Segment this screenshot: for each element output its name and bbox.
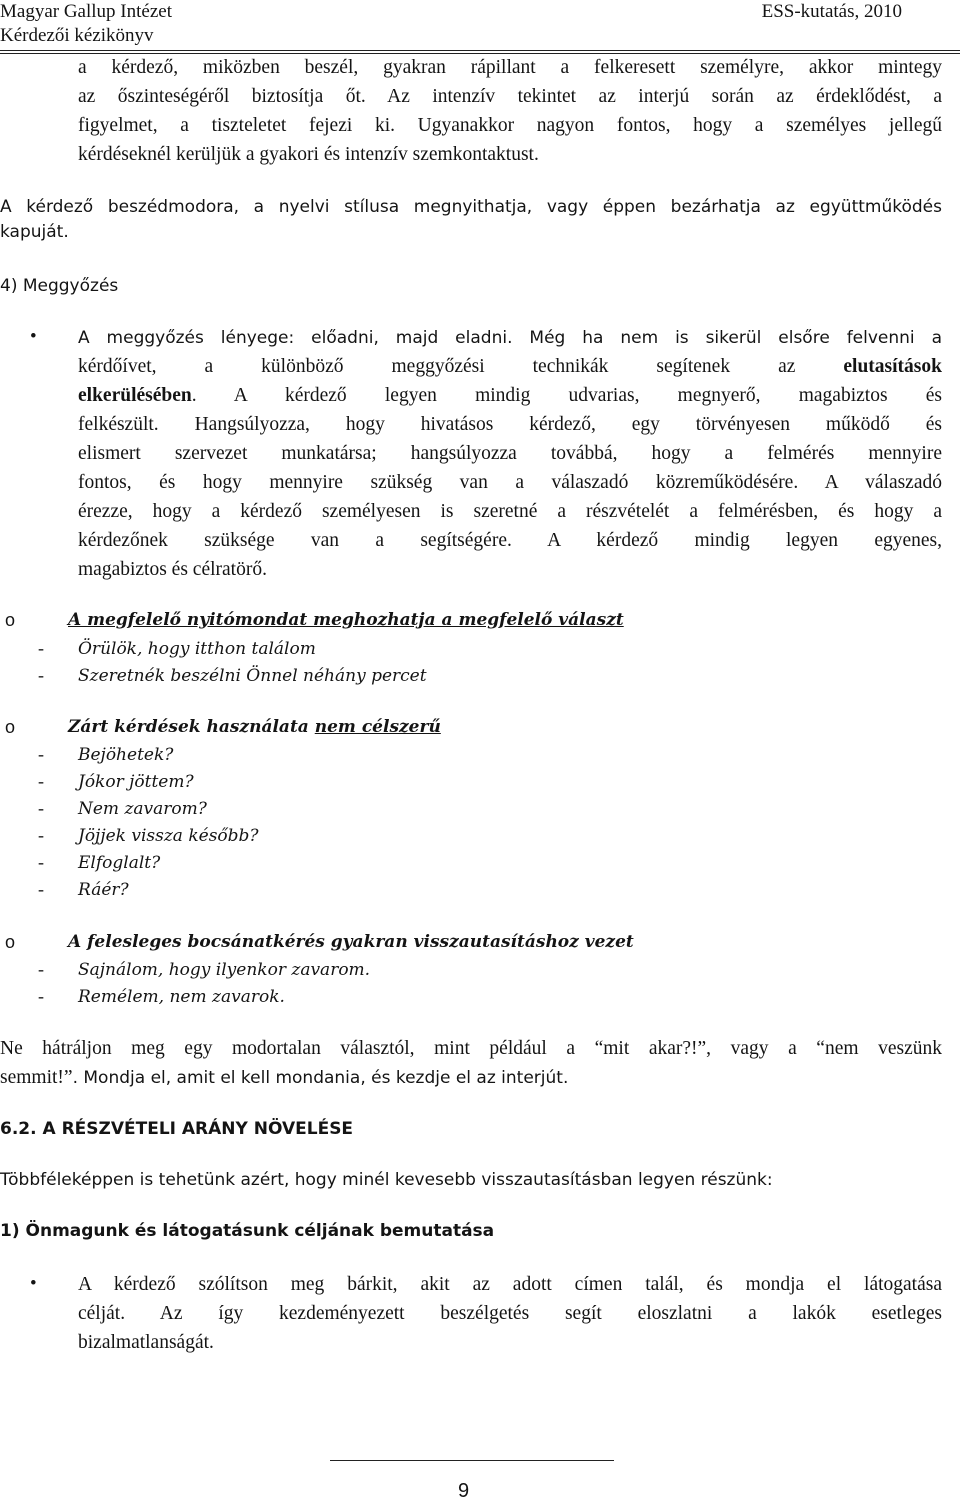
page-number: 9 — [458, 1480, 470, 1502]
para2-line2: kapuját. — [0, 222, 69, 242]
list1-marker: o — [5, 610, 16, 630]
section4-line7: érezze, hogy a kérdező személyesen is szeretné a részvételét a felmérésben, és hogy a — [78, 501, 942, 522]
list2-item: Jókor jöttem? — [78, 772, 194, 792]
list2-item: Bejöhetek? — [78, 745, 174, 765]
list2-item: Jöjjek vissza később? — [78, 826, 259, 846]
para3-line2-a: semmit!” — [0, 1067, 73, 1088]
section62-sub: 1) Önmagunk és látogatásunk céljának bemutatása — [0, 1221, 495, 1241]
para2-line1: A kérdező beszédmodora, a nyelvi stílusa megnyithatja, vagy éppen bezárhatja az együttműködés — [0, 197, 942, 217]
list2-marker: o — [5, 717, 16, 737]
section4-line8: kérdezőnek szüksége van a segítségére. A kérdező mindig legyen egyenes, — [78, 530, 942, 551]
para1-line3: figyelmet, a tiszteletet fejezi ki. Ugyanakkor nagyon fontos, hogy a személyes jellegű — [78, 115, 942, 136]
section4-line3-bold: elkerülésében — [78, 385, 192, 406]
list3-dash-2: - — [38, 986, 44, 1006]
list2-dash-5: - — [38, 852, 44, 872]
section4-line1 — [78, 327, 942, 349]
header-org: Magyar Gallup Intézet — [0, 1, 172, 22]
list1-item: Szeretnék beszélni Önnel néhány percet — [78, 666, 427, 686]
para3-line1: Ne hátráljon meg egy modortalan választól, mint például a “mit akar?!”, vagy a “nem veszünk — [0, 1038, 942, 1059]
list3-dash-1: - — [38, 959, 44, 979]
section4-line9: magabiztos és célratörő. — [78, 559, 267, 580]
list1-title: A megfelelő nyitómondat meghozhatja a megfelelő választ — [68, 610, 624, 630]
para1-line4: kérdéseknél kerüljük a gyakori és intenzív szemkontaktust. — [78, 144, 539, 165]
section62-line3: bizalmatlanságát. — [78, 1332, 214, 1353]
list1-dash-2: - — [38, 665, 44, 685]
header-rule — [0, 50, 960, 51]
header-rule-thin — [0, 53, 960, 54]
section4-line2-text: kérdőívet, a különböző meggyőzési technikák segítenek az — [78, 356, 796, 377]
section62-intro: Többféleképpen is tehetünk azért, hogy minél kevesebb visszautasításban legyen részünk: — [0, 1170, 773, 1190]
list3-title: A felesleges bocsánatkérés gyakran visszautasításhoz vezet — [68, 932, 634, 952]
para3-line2 — [0, 1067, 568, 1089]
list2-item: Elfoglalt? — [78, 853, 161, 873]
list1-dash-1: - — [38, 638, 44, 658]
list3-item: Remélem, nem zavarok. — [78, 987, 285, 1007]
section4-line2 — [78, 356, 942, 378]
list1-item: Örülök, hogy itthon találom — [78, 639, 316, 659]
list2-dash-4: - — [38, 825, 44, 845]
section4-line3 — [78, 385, 942, 407]
section4-line3-text: . A kérdező legyen mindig udvarias, megnyerő, magabiztos és — [191, 385, 942, 406]
para1-line2: az őszinteségéről biztosítja őt. Az intenzív tekintet az interjú során az érdeklődést, a — [78, 86, 942, 107]
list2-item: Ráér? — [78, 880, 129, 900]
list2-dash-3: - — [38, 798, 44, 818]
list2-title-b: nem célszerű — [314, 717, 441, 737]
section4-line5: elismert szervezet munkatársa; hangsúlyozza továbbá, hogy a felmérés mennyire — [78, 443, 942, 464]
section4-line2-bold: elutasítások — [843, 356, 942, 377]
list2-title — [68, 717, 441, 737]
section4-line1-text: A meggyőzés lényege: előadni, majd eladni. Még ha nem is sikerül elsőre felvenni a — [78, 328, 942, 348]
para1-line1: a kérdező, miközben beszél, gyakran rápillant a felkeresett személyre, akkor mintegy — [78, 57, 942, 78]
list2-title-a: Zárt kérdések használata — [68, 717, 315, 737]
footer-rule — [330, 1460, 614, 1461]
para3-line2-b: . Mondja el, amit el kell mondania, és kezdje el az interjút. — [72, 1068, 569, 1088]
bullet-marker: • — [30, 326, 37, 347]
header-doc: Kérdezői kézikönyv — [0, 25, 154, 46]
section62-bullet: • — [30, 1273, 37, 1294]
header-project: ESS-kutatás, 2010 — [761, 1, 902, 22]
list2-dash-6: - — [38, 879, 44, 899]
section62-title: 6.2. A RÉSZVÉTELI ARÁNY NÖVELÉSE — [0, 1119, 354, 1139]
list2-dash-1: - — [38, 744, 44, 764]
section62-line2: célját. Az így kezdeményezett beszélgetés segít eloszlatni a lakók esetleges — [78, 1303, 942, 1324]
section4-line4: felkészült. Hangsúlyozza, hogy hivatásos kérdező, egy törvényesen működő és — [78, 414, 942, 435]
list2-dash-2: - — [38, 771, 44, 791]
section4-title: 4) Meggyőzés — [0, 276, 119, 296]
section62-line1: A kérdező szólítson meg bárkit, akit az adott címen talál, és mondja el látogatása — [78, 1274, 942, 1295]
section4-line6: fontos, és hogy mennyire szükség van a válaszadó közreműködésére. A válaszadó — [78, 472, 942, 493]
list3-marker: o — [5, 932, 16, 952]
list2-item: Nem zavarom? — [78, 799, 207, 819]
list3-item: Sajnálom, hogy ilyenkor zavarom. — [78, 960, 371, 980]
